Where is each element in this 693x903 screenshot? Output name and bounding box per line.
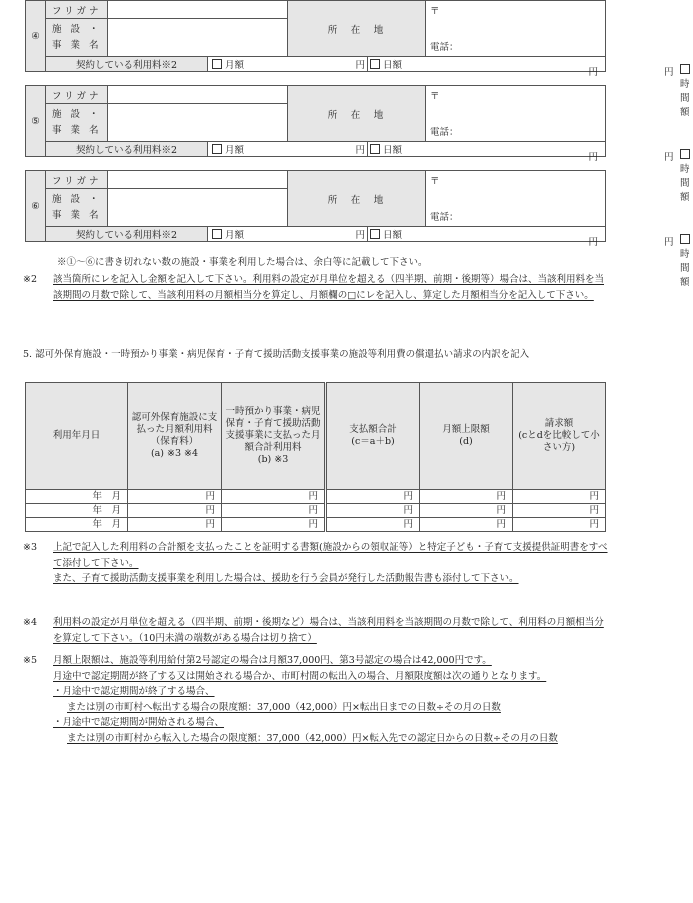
note-5-text-b: 月途中で認定期間が終了する又は開始される場合か、市町村間の転出入の場合、月額限度額は次の通りとなります。 xyxy=(53,670,547,682)
facility-table-5 xyxy=(25,85,690,203)
contract-fee-label xyxy=(46,142,208,157)
facility-opt3: 時間額 xyxy=(680,164,690,203)
monthly-option[interactable] xyxy=(208,227,368,242)
note-5-text-d: または別の市町村へ転出する場合の限度額：37,000（42,000）円×転出日までの日数÷その月の日数 xyxy=(67,701,501,713)
furigana-label xyxy=(46,86,108,104)
facility-table-4 xyxy=(25,0,690,118)
note-3-text-a: 上記で記入した利用料の合計額を支払ったことを証明する書類(施設からの領収証等）と特定子ども・子育て支援提供証明書をすべて添付して下さい。 xyxy=(53,542,608,569)
postal-mark: 〒 xyxy=(430,6,440,17)
facility-name-field[interactable] xyxy=(108,104,288,142)
daily-checkbox[interactable] xyxy=(370,144,380,154)
header-date: 利用年月日 xyxy=(26,383,128,490)
facility-name-field[interactable] xyxy=(108,19,288,57)
daily-checkbox[interactable] xyxy=(370,229,380,239)
facility-name-label xyxy=(46,104,108,142)
cost-cell-c[interactable]: 円 xyxy=(326,504,420,518)
note-5: ※5 月額上限額は、施設等利用給付第2号認定の場合は月額37,000円、第3号認定の場合は42,000円です。 月途中で認定期間が終了する又は開始される場合か、市町村間の転出入の場合、月額限度額は次の通りとなります。 ・月途中で認定期間が終了する場合、 または別の市町村へ転出する場合の限度額：37,000（42,000）円×転出日までの日数÷その月の日数 ・月途中で認定期間が開始される場合、 または別の市町村から転入した場合の限度額：37,000（42,000）円×転入先での認定日からの日数÷その月の日数 xyxy=(23,653,610,746)
facility-no: ⑥ xyxy=(31,200,40,212)
facility-yen: 円 xyxy=(664,152,674,163)
cost-cell-e[interactable]: 円 xyxy=(513,518,606,532)
daily-option[interactable] xyxy=(368,142,606,157)
note-5-text-a: 月額上限額は、施設等利用給付第2号認定の場合は月額37,000円、第3号認定の場合は42,000円です。 xyxy=(53,655,492,666)
daily-checkbox[interactable] xyxy=(370,59,380,69)
cost-row xyxy=(26,490,606,504)
facility-opt3: 時間額 xyxy=(680,79,690,118)
facility-contract-label: 契約している利用料※2 xyxy=(75,230,178,241)
phone-label: 電話： xyxy=(430,212,459,223)
furigana-field[interactable] xyxy=(108,1,288,19)
facility-name-field[interactable] xyxy=(108,189,288,227)
facility-addr-label: 所 在 地 xyxy=(327,109,386,121)
facility-opt1: 月額 xyxy=(225,60,245,71)
postal-mark: 〒 xyxy=(430,91,440,102)
phone-label: 電話： xyxy=(430,42,459,53)
facility-contract-label: 契約している利用料※2 xyxy=(75,60,178,71)
facility-contract-label: 契約している利用料※2 xyxy=(75,145,178,156)
monthly-checkbox[interactable] xyxy=(212,59,222,69)
facility-opt1: 月額 xyxy=(225,230,245,241)
header-e: 請求額 (cとdを比較して小さい方) xyxy=(513,383,606,490)
section-5-title: 5. 認可外保育施設・一時預かり事業・病児保育・子育て援助活動支援事業の施設等利用費の償還払い請求の内訳を記入 xyxy=(23,349,530,360)
facility-addr-label: 所 在 地 xyxy=(327,24,386,36)
facility-no: ⑤ xyxy=(31,115,40,127)
cost-table xyxy=(25,382,606,532)
daily-option[interactable] xyxy=(368,57,606,72)
facility-opt2: 日額 xyxy=(383,230,403,241)
facility-yen: 円 xyxy=(355,230,365,241)
cost-row xyxy=(26,518,606,532)
contract-fee-label xyxy=(46,227,208,242)
facility-yen: 円 xyxy=(588,152,599,163)
note-4: ※4 利用料の設定が月単位を超える（四半期、前期・後期など）場合は、当該利用料を当該期間の月数で除して、利用料の月額相当分を算定して下さい。（10円未満の端数がある場合は切り捨て） xyxy=(23,615,610,646)
facility-addr-label: 所 在 地 xyxy=(327,194,386,206)
facility-opt2: 日額 xyxy=(383,145,403,156)
facility-furigana: フリガナ xyxy=(52,5,102,17)
furigana-label xyxy=(46,1,108,19)
facility-name-label: 施 設 ・ 事 業 名 xyxy=(52,23,102,51)
note-2-text: 該当箇所にレを記入し金額を記入して下さい。利用料の設定が月単位を超える（四半期、前期・後期等）場合は、当該利用料を当該期間の月数で除して、当該利用料の月額相当分を算定し、月額欄の□にレを記入し、算定した月額相当分を記入して下さい。 xyxy=(53,274,605,301)
monthly-checkbox[interactable] xyxy=(212,229,222,239)
cost-cell-a[interactable]: 円 xyxy=(128,504,222,518)
facility-yen: 円 xyxy=(664,67,674,78)
address-label xyxy=(288,1,426,57)
address-field[interactable] xyxy=(426,171,606,227)
facility-yen: 円 xyxy=(664,237,674,248)
cost-cell-d[interactable]: 円 xyxy=(420,490,513,504)
header-a: 認可外保育施設に支払った月額利用料（保育料） (a) ※3 ※4 xyxy=(128,383,222,490)
header-b: 一時預かり事業・病児保育・子育て援助活動支援事業に支払った月額合計利用料 (b) ※3 xyxy=(222,383,326,490)
hourly-checkbox[interactable] xyxy=(680,64,690,74)
cost-cell-e[interactable]: 円 xyxy=(513,490,606,504)
facility-opt1: 月額 xyxy=(225,145,245,156)
address-field[interactable] xyxy=(426,1,606,57)
furigana-field[interactable] xyxy=(108,86,288,104)
note-4-text: 利用料の設定が月単位を超える（四半期、前期・後期など）場合は、当該利用料を当該期間の月数で除して、利用料の月額相当分を算定して下さい。（10円未満の端数がある場合は切り捨て） xyxy=(53,617,604,644)
note-2-mark: ※2 xyxy=(23,274,38,285)
facility-no: ④ xyxy=(31,30,40,42)
facility-furigana: フリガナ xyxy=(52,90,102,102)
note-overflow: ※①～⑥に書き切れない数の施設・事業を利用した場合は、余白等に記載して下さい。 xyxy=(57,257,428,268)
header-c: 支払額合計 (c＝a＋b) xyxy=(326,383,420,490)
note-3: ※3 上記で記入した利用料の合計額を支払ったことを証明する書類(施設からの領収証等）と特定子ども・子育て支援提供証明書をすべて添付して下さい。 また、子育て援助活動支援事業を利用した場合は、援助を行う会員が発行した活動報告書も添付して下さい。 xyxy=(23,540,610,587)
address-label xyxy=(288,171,426,227)
postal-mark: 〒 xyxy=(430,176,440,187)
cost-row xyxy=(26,504,606,518)
facility-name-label: 施 設 ・ 事 業 名 xyxy=(52,193,102,221)
facility-number xyxy=(26,171,46,242)
facility-name-label xyxy=(46,189,108,227)
facility-furigana: フリガナ xyxy=(52,175,102,187)
phone-label: 電話： xyxy=(430,127,459,138)
hourly-checkbox[interactable] xyxy=(680,234,690,244)
daily-option[interactable] xyxy=(368,227,606,242)
monthly-option[interactable] xyxy=(208,57,368,72)
facility-yen: 円 xyxy=(355,145,365,156)
header-d: 月額上限額 (d) xyxy=(420,383,513,490)
cost-cell-a[interactable]: 円 xyxy=(128,490,222,504)
facility-opt2: 日額 xyxy=(383,60,403,71)
furigana-field[interactable] xyxy=(108,171,288,189)
monthly-option[interactable] xyxy=(208,142,368,157)
note-3-text-b: また、子育て援助活動支援事業を利用した場合は、援助を行う会員が発行した活動報告書も添付して下さい。 xyxy=(53,573,519,584)
cost-cell-date[interactable]: 年 月 xyxy=(26,490,128,504)
facility-yen: 円 xyxy=(588,237,599,248)
facility-yen: 円 xyxy=(355,60,365,71)
facility-number xyxy=(26,1,46,72)
facility-name-label: 施 設 ・ 事 業 名 xyxy=(52,108,102,136)
cost-cell-date[interactable]: 年 月 xyxy=(26,504,128,518)
cost-cell-d[interactable]: 円 xyxy=(420,504,513,518)
cost-cell-date[interactable]: 年 月 xyxy=(26,518,128,532)
facility-yen: 円 xyxy=(588,67,599,78)
cost-cell-c[interactable]: 円 xyxy=(326,490,420,504)
furigana-label xyxy=(46,171,108,189)
cost-cell-b[interactable]: 円 xyxy=(222,504,326,518)
cost-cell-a[interactable]: 円 xyxy=(128,518,222,532)
cost-cell-d[interactable]: 円 xyxy=(420,518,513,532)
note-5-text-c: ・月途中で認定期間が終了する場合、 xyxy=(53,686,215,697)
cost-cell-b[interactable]: 円 xyxy=(222,490,326,504)
monthly-checkbox[interactable] xyxy=(212,144,222,154)
facility-name-label xyxy=(46,19,108,57)
contract-fee-label xyxy=(46,57,208,72)
facility-opt3: 時間額 xyxy=(680,249,690,288)
cost-cell-e[interactable]: 円 xyxy=(513,504,606,518)
facility-number xyxy=(26,86,46,157)
note-5-text-f: または別の市町村から転入した場合の限度額：37,000（42,000）円×転入先での認定日からの日数÷その月の日数 xyxy=(67,732,558,744)
address-field[interactable] xyxy=(426,86,606,142)
cost-cell-c[interactable]: 円 xyxy=(326,518,420,532)
hourly-checkbox[interactable] xyxy=(680,149,690,159)
address-label xyxy=(288,86,426,142)
cost-cell-b[interactable]: 円 xyxy=(222,518,326,532)
note-5-text-e: ・月途中で認定期間が開始される場合、 xyxy=(53,717,225,728)
note-2 xyxy=(23,272,610,303)
